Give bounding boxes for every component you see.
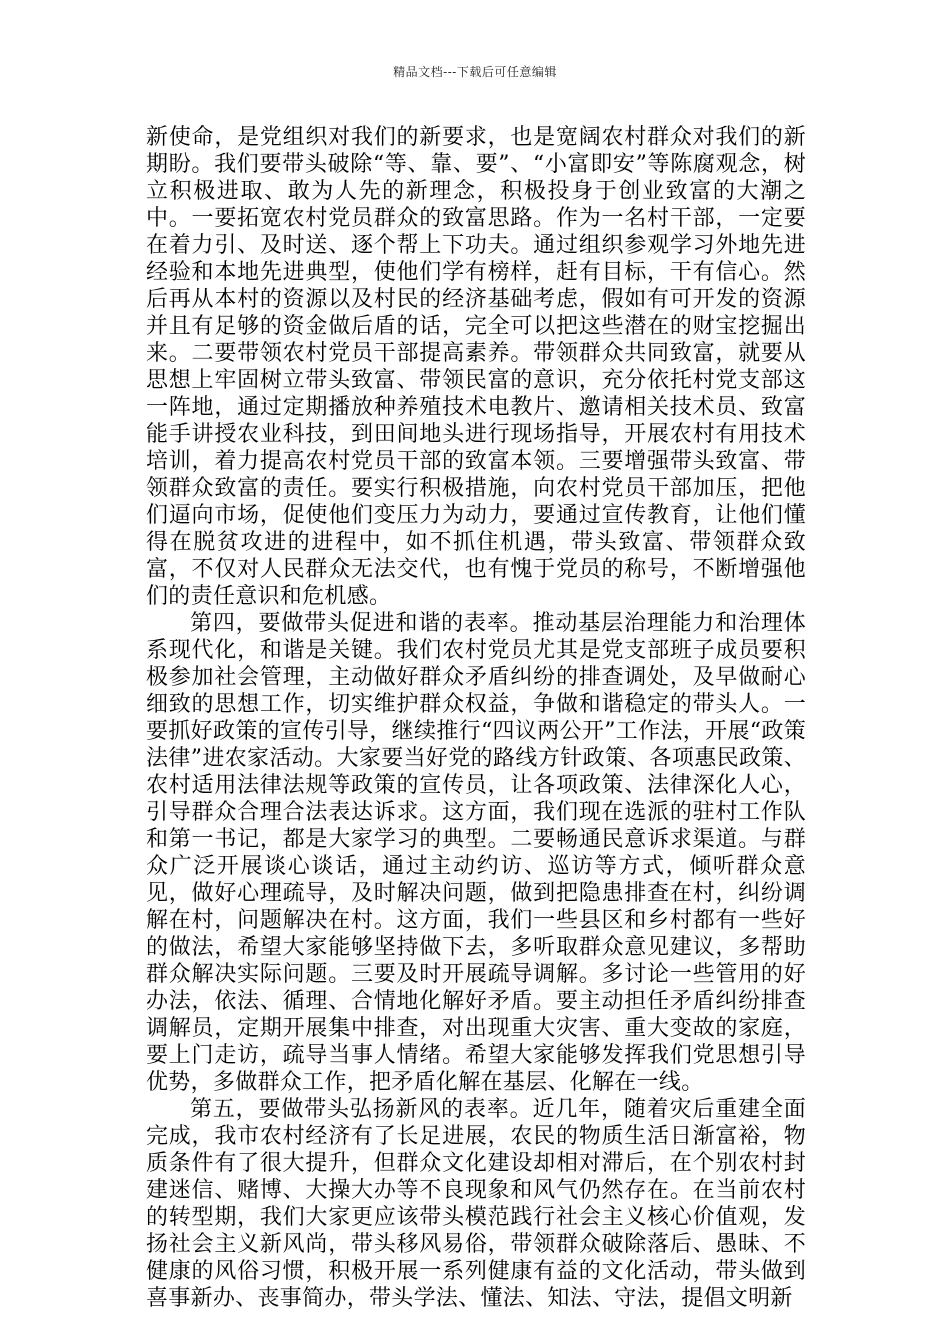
paragraph-continuation: 新使命，是党组织对我们的新要求，也是宽阔农村群众对我们的新期盼。我们要带头破除“等、靠、要”、“小富即安”等陈腐观念，树立积极进取、敢为人先的新理念，积极投身于创业致富的大潮之中。一要拓宽农村党员群众的致富思路。作为一名村干部，一定要在着力引、及时送、逐个帮上下功夫。通过组织参观学习外地先进经验和本地先进典型，使他们学有榜样，赶有目标，干有信心。然后再从本村的资源以及村民的经济基础考虑，假如有可开发的资源并且有足够的资金做后盾的话，完全可以把这些潜在的财宝挖掘出来。二要带领农村党员干部提高素养。带领群众共同致富，就要从思想上牢固树立带头致富、带领民富的意识，充分依托村党支部这一阵地，通过定期播放种养殖技术电教片、邀请相关技术员、致富能手讲授农业科技，到田间地头进行现场指导，开展农村有用技术培训，着力提高农村党员干部的致富本领。三要增强带头致富、带领群众致富的责任。要实行积极措施，向农村党员干部加压，把他们逼向市场，促使他们变压力为动力，要通过宣传教育，让他们懂得在脱贫攻进的进程中，如不抓住机遇，带头致富、带领群众致富，不仅对人民群众无法交代，也有愧于党员的称号，不断增强他们的责任意识和危机感。: [146, 125, 806, 609]
paragraph-fourth: 第四，要做带头促进和谐的表率。推动基层治理能力和治理体系现代化，和谐是关键。我们农村党员尤其是党支部班子成员要积极参加社会管理，主动做好群众矛盾纠纷的排查调处，及早做耐心细致的思想工作，切实维护群众权益，争做和谐稳定的带头人。一要抓好政策的宣传引导，继续推行“四议两公开”工作法，开展“政策法律”进农家活动。大家要当好党的路线方针政策、各项惠民政策、农村适用法律法规等政策的宣传员，让各项政策、法律深化人心，引导群众合理合法表达诉求。这方面，我们现在选派的驻村工作队和第一书记，都是大家学习的典型。二要畅通民意诉求渠道。与群众广泛开展谈心谈话，通过主动约访、巡访等方式，倾听群众意见，做好心理疏导，及时解决问题，做到把隐患排查在村，纠纷调解在村，问题解决在村。这方面，我们一些县区和乡村都有一些好的做法，希望大家能够坚持做下去，多听取群众意见建议，多帮助群众解决实际问题。三要及时开展疏导调解。多讨论一些管用的好办法，依法、循理、合情地化解好矛盾。要主动担任矛盾纠纷排查调解员，定期开展集中排查，对出现重大灾害、重大变故的家庭，要上门走访，疏导当事人情绪。希望大家能够发挥我们党思想引导优势，多做群众工作，把矛盾化解在基层、化解在一线。: [146, 611, 806, 1095]
paragraph-fifth: 第五，要做带头弘扬新风的表率。近几年，随着灾后重建全面完成，我市农村经济有了长足进展，农民的物质生活日渐富裕，物质条件有了很大提升，但群众文化建设却相对滞后，在个别农村封建迷信、赌博、大操大办等不良现象和风气仍然存在。在当前农村的转型期，我们大家更应该带头模范践行社会主义核心价值观，发扬社会主义新风尚，带头移风易俗，带领群众破除落后、愚昧、不健康的风俗习惯，积极开展一系列健康有益的文化活动，带头做到喜事新办、丧事简办，带头学法、懂法、知法、守法，提倡文明新: [146, 1097, 806, 1311]
document-body: [146, 124, 806, 1312]
page-header: 精品文档---下载后可任意编辑: [393, 65, 557, 79]
